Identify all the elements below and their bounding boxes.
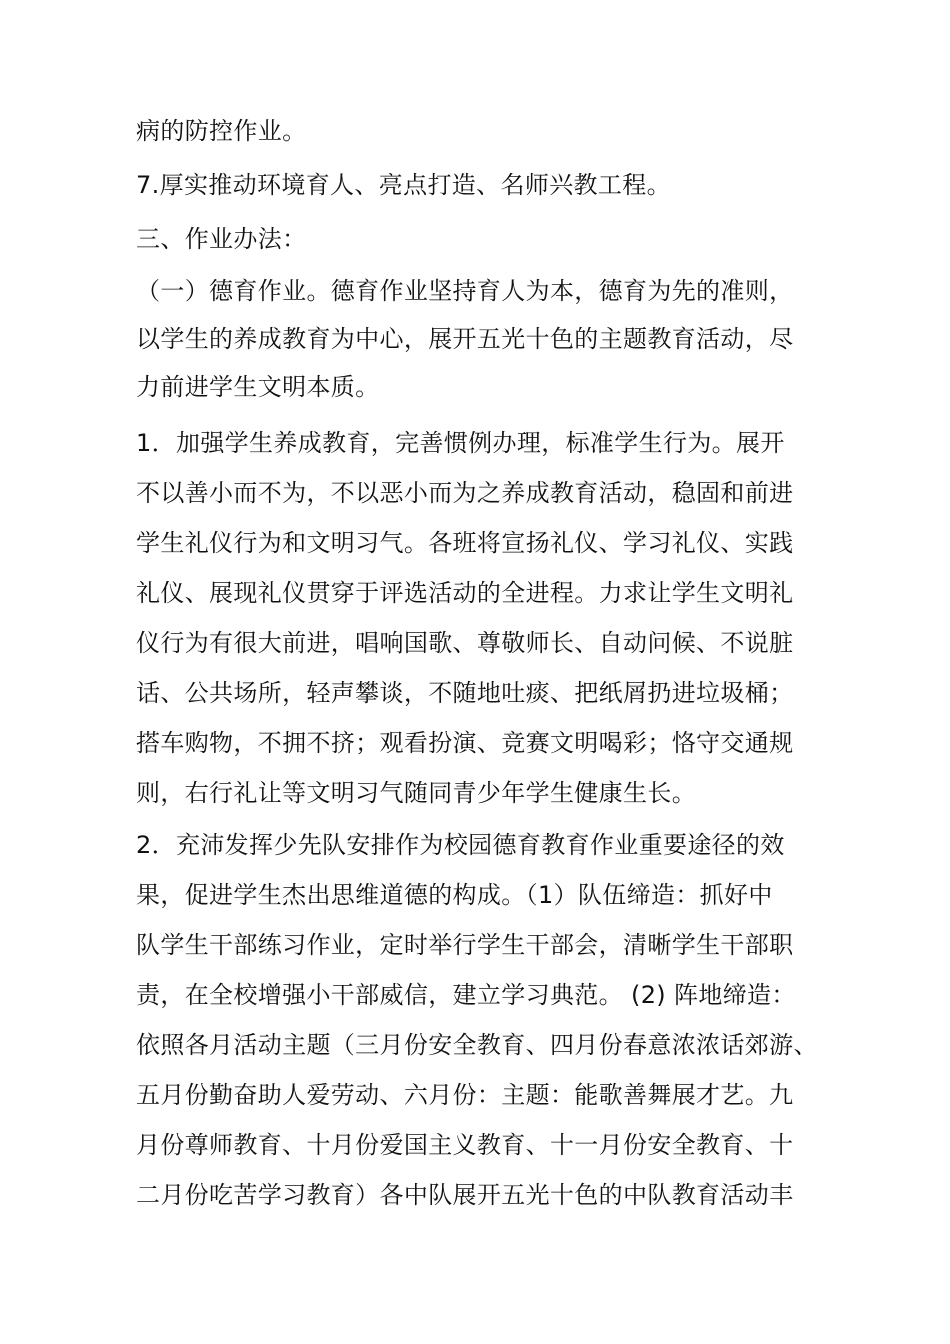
text-line-16: 果，促进学生杰出思维道德的构成。（1）队伍缔造：抓好中 [136, 881, 773, 909]
text-line-11: 仪行为有很大前进，唱响国歌、尊敬师长、自动问候、不说脏 [136, 629, 794, 657]
text-line-3: 三、作业办法： [136, 225, 307, 253]
text-line-15: 2．充沛发挥少先队安排作为校园德育教育作业重要途径的效 [136, 831, 785, 859]
text-line-5: 以学生的养成教育为中心，展开五光十色的主题教育活动，尽 [136, 325, 794, 353]
text-line-4: （一）德育作业。德育作业坚持育人为本，德育为先的准则， [136, 277, 794, 305]
text-line-6: 力前进学生文明本质。 [136, 373, 380, 401]
text-line-8: 不以善小而不为，不以恶小而为之养成教育活动，稳固和前进 [136, 479, 794, 507]
text-line-13: 搭车购物，不拥不挤；观看扮演、竞赛文明喝彩；恪守交通规 [136, 729, 794, 757]
text-line-21: 月份尊师教育、十月份爱国主义教育、十一月份安全教育、十 [136, 1131, 794, 1159]
text-line-17: 队学生干部练习作业，定时举行学生干部会，清晰学生干部职 [136, 931, 794, 959]
text-line-2: 7.厚实推动环境育人、亮点打造、名师兴教工程。 [136, 171, 671, 199]
text-line-22: 二月份吃苦学习教育）各中队展开五光十色的中队教育活动丰 [136, 1181, 794, 1209]
text-line-19: 依照各月活动主题（三月份安全教育、四月份春意浓浓话郊游、 [136, 1031, 818, 1059]
text-line-9: 学生礼仪行为和文明习气。各班将宣扬礼仪、学习礼仪、实践 [136, 529, 794, 557]
text-line-1: 病的防控作业。 [136, 117, 307, 145]
text-line-10: 礼仪、展现礼仪贯穿于评选活动的全进程。力求让学生文明礼 [136, 579, 794, 607]
text-line-7: 1．加强学生养成教育，完善惯例办理，标准学生行为。展开 [136, 429, 785, 457]
text-line-12: 话、公共场所，轻声攀谈，不随地吐痰、把纸屑扔进垃圾桶； [136, 679, 794, 707]
text-line-18: 责，在全校增强小干部威信，建立学习典范。 (2) 阵地缔造： [136, 981, 796, 1009]
text-line-20: 五月份勤奋助人爱劳动、六月份：主题：能歌善舞展才艺。九 [136, 1081, 794, 1109]
text-line-14: 则，右行礼让等文明习气随同青少年学生健康生长。 [136, 779, 697, 807]
